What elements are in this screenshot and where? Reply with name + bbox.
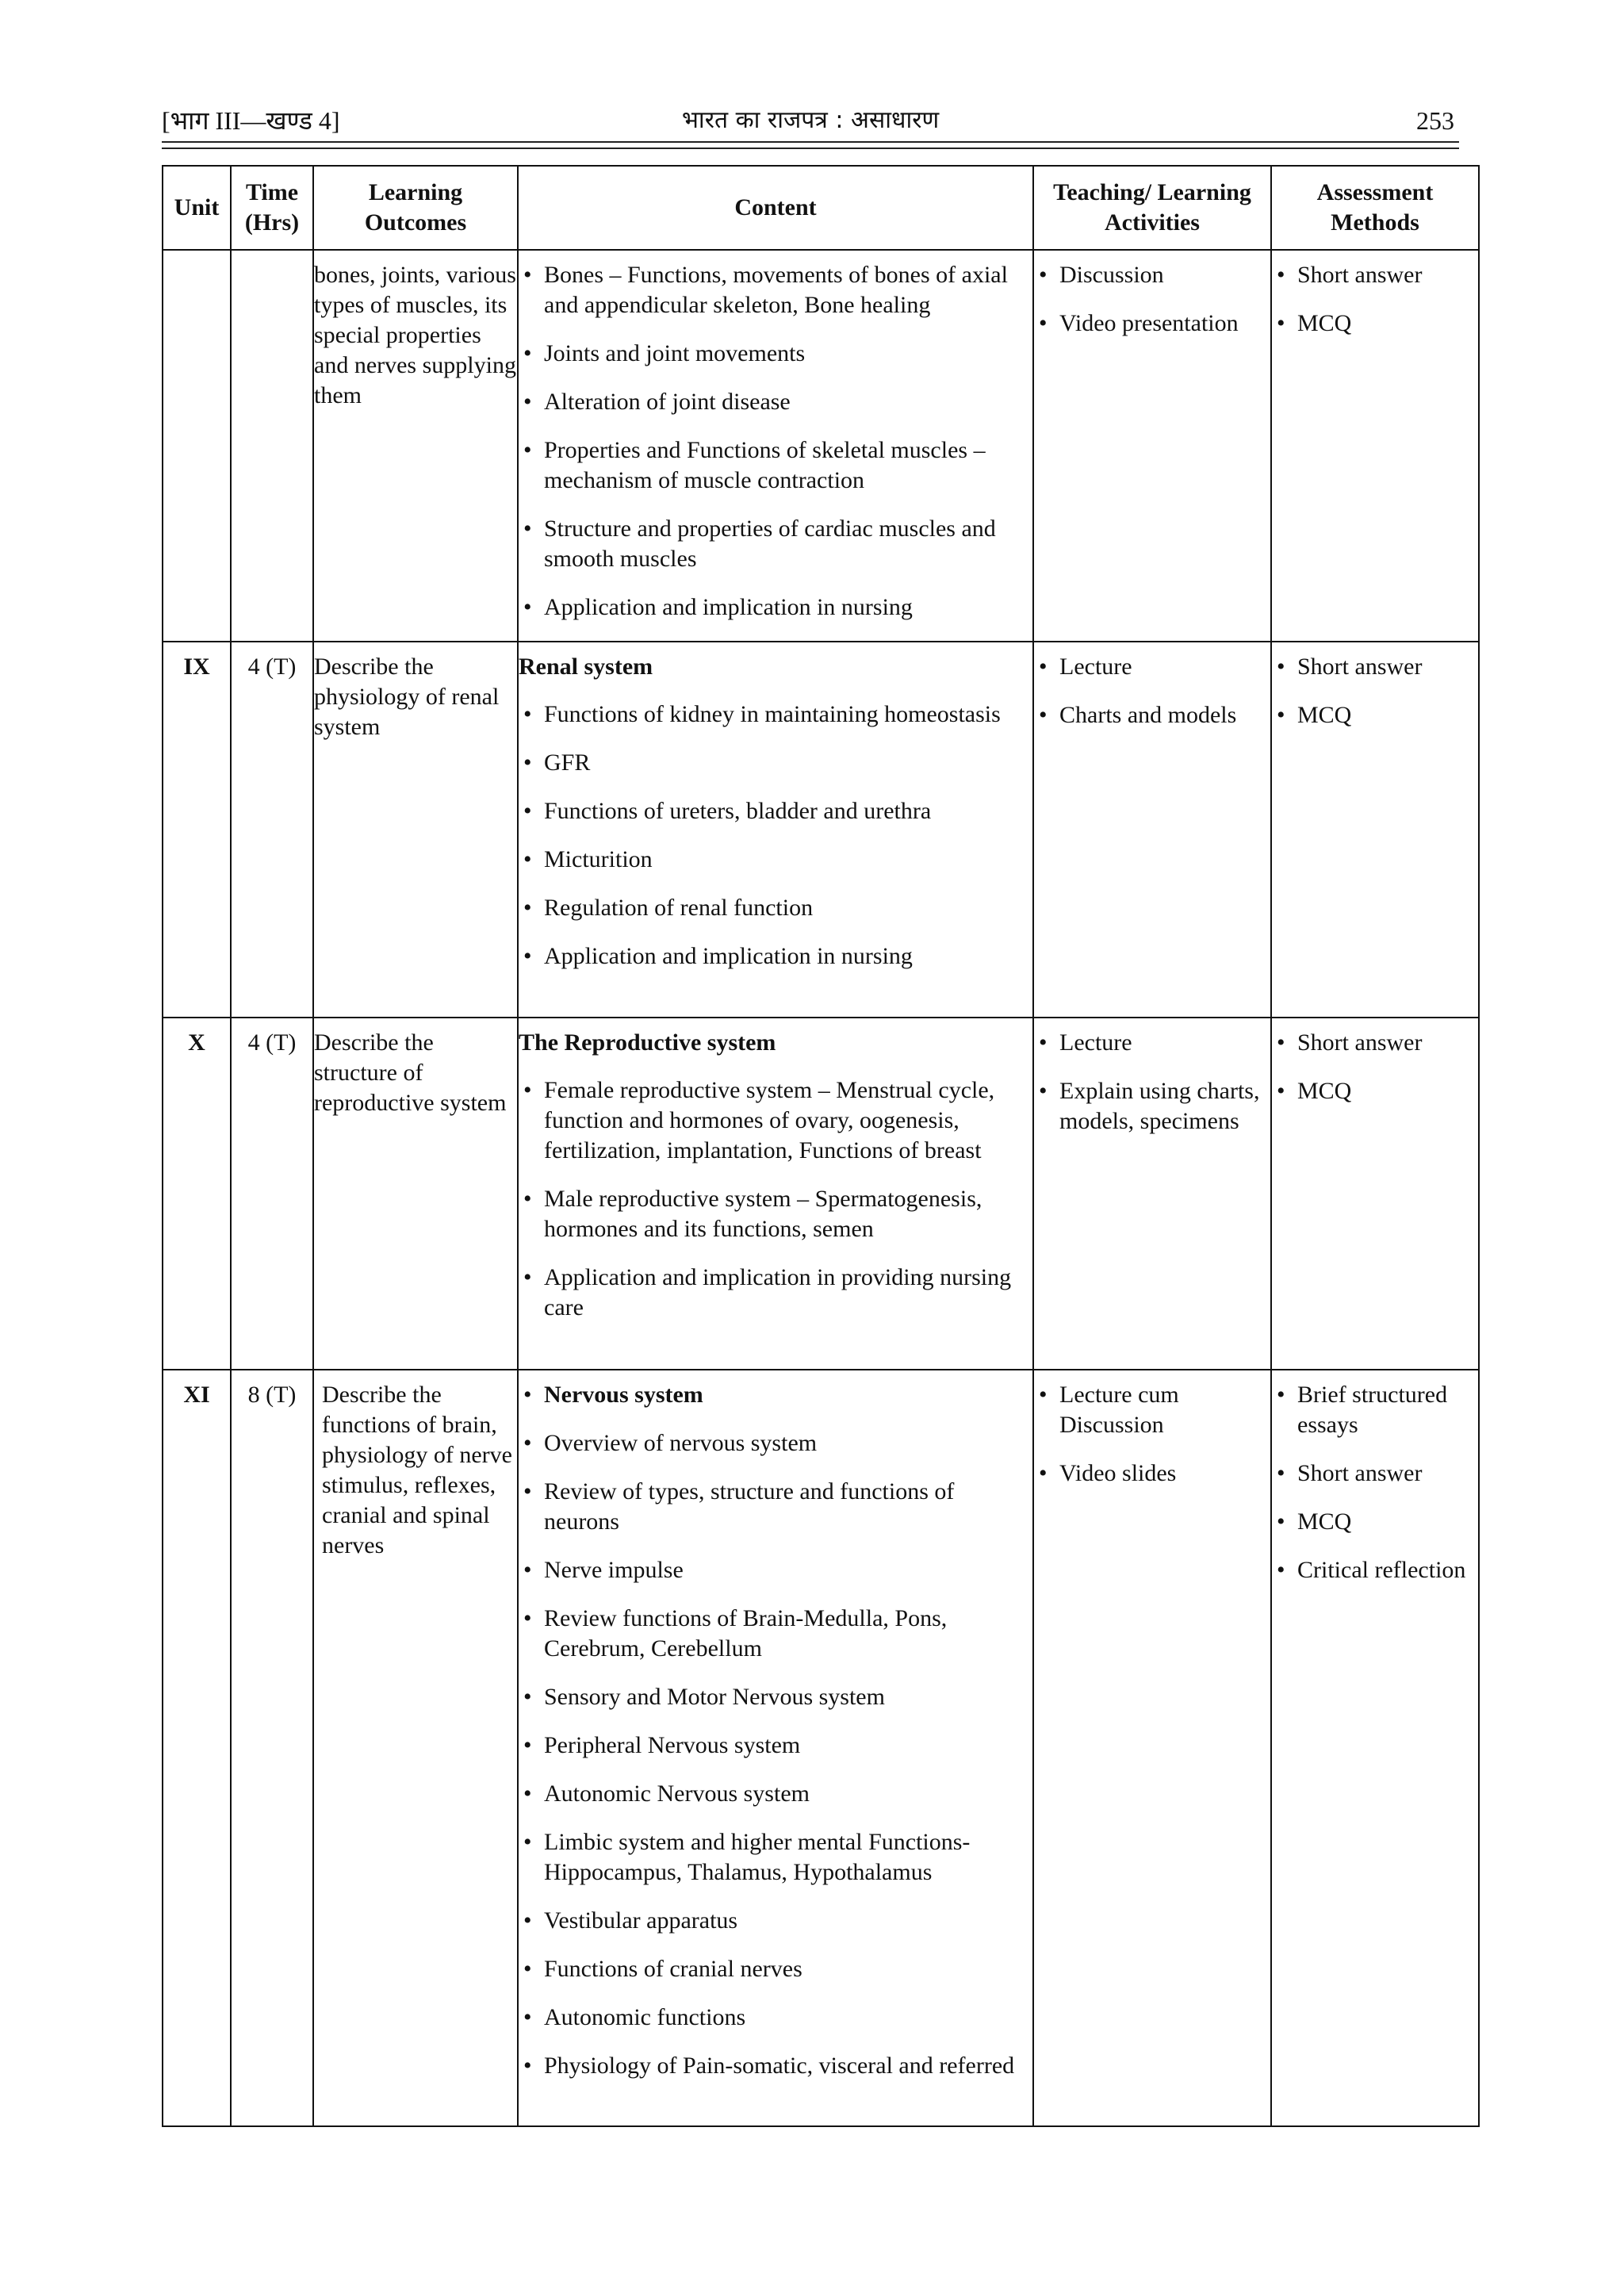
list-item: • Vestibular apparatus xyxy=(519,1906,1032,1936)
content-list xyxy=(519,700,1032,972)
list-item: • Video slides xyxy=(1034,1458,1270,1489)
list-item: • Application and implication in nursing xyxy=(519,592,1032,623)
col-header-content: Content xyxy=(518,166,1033,250)
teaching-list xyxy=(1034,1028,1270,1137)
list-item: • Female reproductive system – Menstrual cycle, function and hormones of ovary, oogenesis, fertilization, implantation, Functions of breast xyxy=(519,1075,1032,1166)
table-row xyxy=(163,250,1479,642)
list-item: • Male reproductive system – Spermatogenesis, hormones and its functions, semen xyxy=(519,1184,1032,1244)
cell-outcomes: bones, joints, various types of muscles, its special properties and nerves supplying them xyxy=(313,250,518,642)
header-gazette-title: भारत का राजपत्र : असाधारण xyxy=(681,106,940,134)
list-item: • MCQ xyxy=(1272,1507,1478,1537)
cell-time: 8 (T) xyxy=(231,1370,313,2126)
header-part-section: [भाग III—खण्ड 4] xyxy=(162,106,340,135)
page-header xyxy=(162,98,1459,143)
cell-teaching xyxy=(1033,250,1271,642)
content-section-title: The Reproductive system xyxy=(519,1029,776,1056)
table-row xyxy=(163,642,1479,1018)
list-item: • Limbic system and higher mental Functions-Hippocampus, Thalamus, Hypothalamus xyxy=(519,1827,1032,1888)
list-item: • Physiology of Pain-somatic, visceral and referred xyxy=(519,2051,1032,2081)
list-item: • Autonomic functions xyxy=(519,2003,1032,2033)
list-item: • Nerve impulse xyxy=(519,1555,1032,1585)
list-item: • Discussion xyxy=(1034,260,1270,290)
cell-time: 4 (T) xyxy=(231,1018,313,1370)
list-item: • Charts and models xyxy=(1034,700,1270,730)
cell-unit xyxy=(163,250,231,642)
cell-outcomes: Describe the structure of reproductive system xyxy=(313,1018,518,1370)
header-rule-top xyxy=(162,141,1459,143)
list-item: • Functions of kidney in maintaining homeostasis xyxy=(519,700,1032,730)
list-item: • Autonomic Nervous system xyxy=(519,1779,1032,1809)
list-item: • Joints and joint movements xyxy=(519,339,1032,369)
content-list xyxy=(519,1075,1032,1323)
list-item: • Review of types, structure and functions of neurons xyxy=(519,1477,1032,1537)
list-item: • Critical reflection xyxy=(1272,1555,1478,1585)
list-item: • Review functions of Brain-Medulla, Pons, Cerebrum, Cerebellum xyxy=(519,1604,1032,1664)
content-section-title: Renal system xyxy=(519,654,653,680)
assessment-list xyxy=(1272,260,1478,339)
list-item: • Sensory and Motor Nervous system xyxy=(519,1682,1032,1712)
content-list xyxy=(519,1380,1032,2081)
list-item: • MCQ xyxy=(1272,1076,1478,1106)
cell-teaching xyxy=(1033,642,1271,1018)
cell-assessment xyxy=(1271,250,1479,642)
col-header-unit: Unit xyxy=(163,166,231,250)
cell-outcomes: Describe the functions of brain, physiology of nerve stimulus, reflexes, cranial and spinal nerves xyxy=(313,1370,518,2126)
cell-teaching xyxy=(1033,1018,1271,1370)
list-item: • Video presentation xyxy=(1034,309,1270,339)
list-item: • GFR xyxy=(519,748,1032,778)
list-item: • Short answer xyxy=(1272,652,1478,682)
cell-unit: X xyxy=(163,1018,231,1370)
cell-content xyxy=(518,1018,1033,1370)
assessment-list xyxy=(1272,1380,1478,1585)
col-header-time xyxy=(231,166,313,250)
list-item: • Functions of cranial nerves xyxy=(519,1954,1032,1984)
list-item: • Properties and Functions of skeletal muscles – mechanism of muscle contraction xyxy=(519,435,1032,496)
teaching-list xyxy=(1034,652,1270,730)
list-item: • Brief structured essays xyxy=(1272,1380,1478,1440)
list-item: • Application and implication in providing nursing care xyxy=(519,1263,1032,1323)
list-item: • MCQ xyxy=(1272,700,1478,730)
list-item: • Short answer xyxy=(1272,260,1478,290)
list-item: • Lecture xyxy=(1034,1028,1270,1058)
list-item: • Lecture xyxy=(1034,652,1270,682)
list-item: • Application and implication in nursing xyxy=(519,941,1032,972)
list-item: • Regulation of renal function xyxy=(519,893,1032,923)
list-item: • Bones – Functions, movements of bones of axial and appendicular skeleton, Bone healing xyxy=(519,260,1032,320)
cell-time: 4 (T) xyxy=(231,642,313,1018)
cell-outcomes: Describe the physiology of renal system xyxy=(313,642,518,1018)
list-item: • Micturition xyxy=(519,845,1032,875)
list-item: • Short answer xyxy=(1272,1028,1478,1058)
cell-time xyxy=(231,250,313,642)
list-item: • Functions of ureters, bladder and urethra xyxy=(519,796,1032,826)
col-header-assessment-text: Assessment Methods xyxy=(1316,179,1434,236)
cell-content xyxy=(518,250,1033,642)
col-header-assessment xyxy=(1271,166,1479,250)
col-header-teaching-text: Teaching/ Learning Activities xyxy=(1053,179,1251,236)
assessment-list xyxy=(1272,652,1478,730)
syllabus-table xyxy=(162,165,1480,2127)
list-item: • Structure and properties of cardiac muscles and smooth muscles xyxy=(519,514,1032,574)
header-rule-bottom xyxy=(162,148,1459,149)
col-header-time-text: Time (Hrs) xyxy=(244,179,300,236)
list-item: • Short answer xyxy=(1272,1458,1478,1489)
table-row xyxy=(163,1018,1479,1370)
page-number: 253 xyxy=(1416,106,1454,135)
content-list xyxy=(519,260,1032,623)
list-item xyxy=(519,1380,1032,1410)
list-item: • Overview of nervous system xyxy=(519,1428,1032,1458)
col-header-outcomes xyxy=(313,166,518,250)
cell-assessment xyxy=(1271,1018,1479,1370)
cell-assessment xyxy=(1271,642,1479,1018)
cell-unit: IX xyxy=(163,642,231,1018)
col-header-teaching xyxy=(1033,166,1271,250)
assessment-list xyxy=(1272,1028,1478,1106)
list-item: • Explain using charts, models, specimens xyxy=(1034,1076,1270,1137)
content-bold-heading: Nervous system xyxy=(544,1382,703,1408)
list-item: • Lecture cum Discussion xyxy=(1034,1380,1270,1440)
cell-unit: XI xyxy=(163,1370,231,2126)
col-header-outcomes-text: Learning Outcomes xyxy=(364,179,467,236)
teaching-list xyxy=(1034,260,1270,339)
table-row xyxy=(163,1370,1479,2126)
list-item: • Peripheral Nervous system xyxy=(519,1731,1032,1761)
cell-assessment xyxy=(1271,1370,1479,2126)
cell-content xyxy=(518,642,1033,1018)
cell-content xyxy=(518,1370,1033,2126)
list-item: • Alteration of joint disease xyxy=(519,387,1032,417)
table-header-row xyxy=(163,166,1479,250)
list-item: • MCQ xyxy=(1272,309,1478,339)
teaching-list xyxy=(1034,1380,1270,1489)
cell-teaching xyxy=(1033,1370,1271,2126)
